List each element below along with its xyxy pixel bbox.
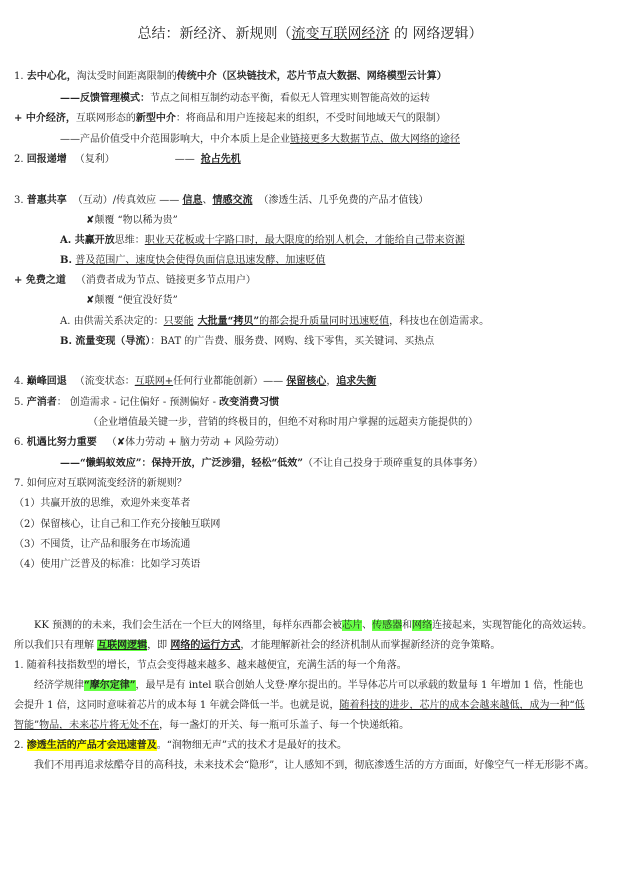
kk-line-1: KK 预测的的未来，我们会生活在一个巨大的网络里，每样东西都会被芯片、传感器和网络连接起来，实现智能化的高效运转。	[34, 620, 593, 631]
plus-2-b: B. 流量变现（导流）：BAT 的广告费、服务费、网购、线下零售，买关键词、买热点	[60, 336, 435, 347]
page-title: 总结：新经济、新规则（流变互联网经济 的 网络逻辑）	[137, 26, 483, 42]
section-4-line: 4. 巅峰回退 （流变状态：互联网+任何行业都能创新）—— 保留核心，追求失衡	[14, 376, 377, 387]
kk-line-4: 经济学规律“摩尔定律”，最早是有 intel 联合创始人戈登·摩尔提出的。半导体芯片可以承载的数量每 1 年增加 1 倍，性能也	[34, 680, 584, 691]
plus-2-a: A. 由供需关系决定的：只要能 大批量“拷贝”的都会提升质量同时迅速贬值，科技也在创造需求。	[60, 316, 490, 327]
section-1-line: 1. 去中心化，淘汰受时间距离限制的传统中介（区块链技术，芯片节点大数据、网络模型云计算）	[14, 71, 447, 82]
section-1-sub: ——反馈管理模式：节点之间相互制约动态平衡，看似无人管理实则智能高效的运转	[60, 93, 430, 104]
plus-1-line: + 中介经济，互联网形态的新型中介：将商品和用户连接起来的组织，不受时间地域天气的限制）	[14, 113, 446, 124]
section-7-item-4: （4）使用广泛普及的标准：比如学习英语	[14, 559, 201, 570]
section-6-sub: ——“懒蚂蚁效应”：保持开放，广泛涉猎，轻松“低效”（不让自己投身于琐碎重复的具体事务）	[60, 458, 484, 469]
kk-line-5: 会提升 1 倍，这同时意味着芯片的成本每 1 年就会降低一半。也就是说，随着科技的进步，芯片的成本会越来越低，成为一种“低	[14, 700, 585, 711]
section-7-item-3: （3）不囤货，让产品和服务在市场流通	[14, 539, 191, 550]
section-2-line: 2. 回报递增 （复利） —— 抢占先机	[14, 154, 241, 165]
section-3-b: B. 普及范围广、速度快会使得负面信息迅速发酵、加速贬值	[60, 255, 326, 266]
plus-1-sub: ——产品价值受中介范围影响大，中介本质上是企业链接更多大数据节点、做大网络的途径	[60, 134, 460, 145]
kk-paragraph	[14, 616, 608, 776]
plus-2-line: + 免费之道 （消费者成为节点、链接更多节点用户）	[14, 275, 256, 286]
kk-line-8: 我们不用再追求炫酷夺目的高科技，未来技术会“隐形”，让人感知不到，彻底渗透生活的方方面面，好像空气一样无形影不离。	[34, 760, 595, 771]
section-3-line: 3. 普惠共享 （互动）/传真效应 —— 信息、情感交流 （渗透生活、几乎免费的产品才值钱）	[14, 195, 429, 206]
section-3-a: A. 共赢开放思维：职业天花板或十字路口时，最大限度的给别人机会，才能给自己带来资源	[60, 235, 465, 246]
kk-line-7: 2. 渗透生活的产品才会迅速普及。“润物细无声”式的技术才是最好的技术。	[14, 740, 347, 751]
section-5-line: 5. 产消者： 创造需求 - 记住偏好 - 预测偏好 - 改变消费习惯	[14, 397, 280, 408]
section-6-line: 6. 机遇比努力重要 （✘体力劳动 + 脑力劳动 + 风险劳动）	[14, 437, 285, 448]
kk-line-6: 智能”物品，未来芯片将无处不在，每一盏灯的开关、每一瓶可乐盖子、每一个快递纸箱。	[14, 720, 410, 731]
title-link-text: 流变互联网经济	[291, 26, 390, 42]
section-7-line: 7. 如何应对互联网流变经济的新规则？	[14, 478, 187, 489]
kk-line-2: 所以我们只有理解 互联网逻辑，即 网络的运行方式，才能理解新社会的经济机制从而掌握新经济的竞争策略。	[14, 640, 501, 651]
section-5-sub: （企业增值最关键一步，营销的终极目的，但绝不对称时用户掌握的远超卖方能提供的）	[88, 417, 478, 428]
section-7-item-2: （2）保留核心，让自己和工作充分接触互联网	[14, 519, 221, 530]
section-3-overturn: ✘颠覆 “物以稀为贵”	[86, 215, 178, 226]
kk-line-3: 1. 随着科技指数型的增长，节点会变得越来越多、越来越便宜，充满生活的每一个角落。	[14, 660, 407, 671]
section-7-item-1: （1）共赢开放的思维，欢迎外来变革者	[14, 498, 191, 509]
plus-2-overturn: ✘颠覆 “便宜没好货”	[86, 295, 178, 306]
